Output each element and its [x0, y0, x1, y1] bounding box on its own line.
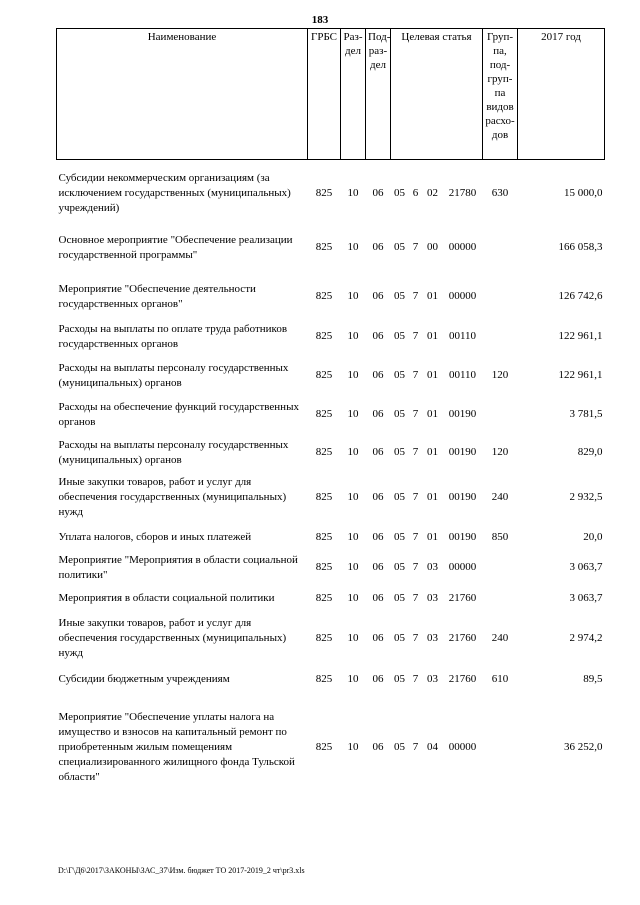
row-grbs: 825: [315, 330, 333, 342]
row-target-direction: 21760: [448, 673, 477, 685]
row-target-direction: 21780: [448, 187, 477, 200]
row-grbs: 825: [315, 290, 333, 302]
row-amount: 2 974,2: [569, 632, 603, 644]
header-razdel: Раз- дел: [341, 29, 366, 160]
row-target-direction: 00110: [448, 369, 477, 381]
row-grbs: 825: [315, 632, 333, 644]
row-expense-group: [483, 396, 518, 434]
row-target-subprogram: 7: [412, 369, 419, 381]
row-target-subprogram: 7: [412, 241, 419, 253]
row-podrazdel: 06: [372, 187, 384, 200]
row-amount: 3 063,7: [569, 561, 603, 573]
row-amount: 2 932,5: [569, 491, 603, 503]
row-name: Уплата налогов, сборов и иных платежей: [58, 531, 252, 543]
row-target-program: 05: [394, 187, 405, 200]
row-grbs: 825: [315, 408, 333, 420]
row-amount: 89,5: [583, 673, 603, 685]
table-row: [57, 524, 605, 552]
table-row: [57, 276, 605, 318]
row-target-subprogram: 7: [412, 491, 419, 503]
table-row: [57, 584, 605, 614]
row-target-event: 03: [427, 561, 438, 573]
row-expense-group: 240: [491, 491, 509, 503]
row-podrazdel: 06: [372, 491, 384, 503]
row-expense-group: 240: [491, 632, 509, 644]
table-row: [57, 696, 605, 800]
row-razdel: 10: [347, 187, 359, 200]
row-name: Субсидии некоммерческим организациям (за исключением государственных (муниципальных) учреждений): [58, 172, 291, 215]
row-grbs: 825: [315, 491, 333, 503]
row-expense-group: [483, 552, 518, 584]
table-row: [57, 220, 605, 276]
row-grbs: 825: [315, 241, 333, 253]
row-target-event: 01: [427, 408, 438, 420]
row-razdel: 10: [347, 531, 359, 543]
row-amount: 15 000,0: [564, 187, 603, 200]
row-podrazdel: 06: [372, 592, 384, 604]
header-grbs: ГРБС: [308, 29, 341, 160]
row-expense-group: [483, 696, 518, 800]
row-podrazdel: 06: [372, 330, 384, 342]
row-amount: 829,0: [577, 446, 603, 458]
row-target-direction: 21760: [448, 632, 477, 644]
row-target-subprogram: 7: [412, 632, 419, 644]
table-row: [57, 552, 605, 584]
table-row: [57, 160, 605, 220]
row-expense-group: 610: [491, 673, 509, 685]
row-razdel: 10: [347, 632, 359, 644]
row-target-subprogram: 7: [412, 531, 419, 543]
row-name: Расходы на выплаты персоналу государственных (муниципальных) органов: [58, 361, 289, 389]
row-grbs: 825: [315, 741, 333, 753]
row-expense-group: [483, 318, 518, 356]
row-expense-group: 120: [491, 369, 509, 381]
row-target-program: 05: [394, 673, 405, 685]
row-expense-group: 120: [491, 446, 509, 458]
row-grbs: 825: [315, 673, 333, 685]
row-grbs: 825: [315, 531, 333, 543]
row-target-direction: 00000: [448, 741, 477, 753]
row-target-program: 05: [394, 290, 405, 302]
row-amount: 126 742,6: [558, 290, 603, 302]
row-target-direction: 00000: [448, 561, 477, 573]
row-target-program: 05: [394, 369, 405, 381]
row-amount: 122 961,1: [558, 369, 603, 381]
row-name: Расходы на обеспечение функций государственных органов: [58, 400, 299, 428]
row-target-program: 05: [394, 592, 405, 604]
row-podrazdel: 06: [372, 561, 384, 573]
row-target-program: 05: [394, 446, 405, 458]
row-podrazdel: 06: [372, 632, 384, 644]
row-podrazdel: 06: [372, 741, 384, 753]
row-razdel: 10: [347, 741, 359, 753]
row-name: Расходы на выплаты по оплате труда работников государственных органов: [58, 322, 288, 350]
row-target-event: 01: [427, 491, 438, 503]
row-target-event: 01: [427, 531, 438, 543]
row-target-program: 05: [394, 561, 405, 573]
row-target-event: 01: [427, 330, 438, 342]
row-target-direction: 00190: [448, 531, 477, 543]
header-name: Наименование: [57, 29, 308, 160]
row-expense-group: 850: [491, 531, 509, 543]
row-razdel: 10: [347, 491, 359, 503]
row-amount: 166 058,3: [558, 241, 603, 253]
row-amount: 122 961,1: [558, 330, 603, 342]
row-podrazdel: 06: [372, 241, 384, 253]
row-razdel: 10: [347, 241, 359, 253]
row-grbs: 825: [315, 369, 333, 381]
row-target-event: 01: [427, 369, 438, 381]
row-target-direction: 00190: [448, 446, 477, 458]
row-podrazdel: 06: [372, 369, 384, 381]
row-amount: 3 063,7: [569, 592, 603, 604]
row-grbs: 825: [315, 446, 333, 458]
row-target-subprogram: 7: [412, 592, 419, 604]
header-group: Груп- па, под- груп- па видов расхо- дов: [483, 29, 518, 160]
row-razdel: 10: [347, 290, 359, 302]
row-target-event: 03: [427, 592, 438, 604]
row-grbs: 825: [315, 592, 333, 604]
row-razdel: 10: [347, 408, 359, 420]
row-grbs: 825: [315, 187, 333, 200]
row-target-subprogram: 7: [412, 561, 419, 573]
row-target-event: 03: [427, 673, 438, 685]
row-target-subprogram: 7: [412, 408, 419, 420]
row-target-program: 05: [394, 632, 405, 644]
file-path-footer: D:\Г\Д6\2017\ЗАКОНЫ\ЗАС_37\Изм. бюджет ТО 2017-2019_2 чт\pr3.xls: [58, 866, 305, 875]
row-expense-group: 630: [491, 187, 509, 200]
row-razdel: 10: [347, 673, 359, 685]
header-podrazdel: Под- раз- дел: [366, 29, 391, 160]
row-target-program: 05: [394, 491, 405, 503]
table-body: [57, 160, 605, 800]
row-podrazdel: 06: [372, 531, 384, 543]
row-target-direction: 00190: [448, 491, 477, 503]
row-amount: 3 781,5: [569, 408, 603, 420]
table-row: [57, 356, 605, 396]
row-name: Мероприятие "Обеспечение уплаты налога на имущество и взносов на капитальный ремонт по приобретенным жилым помещениям специализированного жилищного фонда Тульской области": [58, 711, 295, 783]
table-row: [57, 396, 605, 434]
row-name: Иные закупки товаров, работ и услуг для обеспечения государственных (муниципальных) нужд: [58, 617, 287, 659]
row-target-event: 00: [427, 241, 438, 253]
row-target-event: 01: [427, 290, 438, 302]
row-target-subprogram: 6: [412, 187, 419, 200]
row-target-subprogram: 7: [412, 673, 419, 685]
row-razdel: 10: [347, 446, 359, 458]
row-razdel: 10: [347, 330, 359, 342]
row-expense-group: [483, 220, 518, 276]
row-expense-group: [483, 584, 518, 614]
row-target-program: 05: [394, 330, 405, 342]
row-target-program: 05: [394, 408, 405, 420]
table-row: [57, 472, 605, 524]
row-target-event: 04: [427, 741, 438, 753]
row-amount: 36 252,0: [564, 741, 603, 753]
table-row: [57, 318, 605, 356]
row-name: Основное мероприятие "Обеспечение реализации государственной программы": [58, 233, 293, 261]
row-target-program: 05: [394, 741, 405, 753]
row-name: Мероприятия в области социальной политики: [58, 592, 275, 604]
row-name: Иные закупки товаров, работ и услуг для обеспечения государственных (муниципальных) нужд: [58, 476, 287, 518]
row-target-event: 03: [427, 632, 438, 644]
row-target-event: 01: [427, 446, 438, 458]
header-target: Целевая статья: [391, 29, 483, 160]
row-target-direction: 00000: [448, 290, 477, 302]
row-target-direction: 21760: [448, 592, 477, 604]
row-target-direction: 00000: [448, 241, 477, 253]
row-razdel: 10: [347, 561, 359, 573]
row-target-subprogram: 7: [412, 290, 419, 302]
table-row: [57, 664, 605, 696]
row-name: Расходы на выплаты персоналу государственных (муниципальных) органов: [58, 438, 289, 466]
row-name: Субсидии бюджетным учреждениям: [58, 673, 230, 685]
row-podrazdel: 06: [372, 446, 384, 458]
header-row: [57, 29, 605, 160]
row-target-program: 05: [394, 531, 405, 543]
row-name: Мероприятие "Мероприятия в области социальной политики": [58, 553, 298, 581]
row-target-direction: 00110: [448, 330, 477, 342]
row-target-subprogram: 7: [412, 446, 419, 458]
row-target-program: 05: [394, 241, 405, 253]
row-razdel: 10: [347, 369, 359, 381]
row-podrazdel: 06: [372, 290, 384, 302]
table-row: [57, 434, 605, 472]
table-row: [57, 614, 605, 664]
row-amount: 20,0: [583, 531, 603, 543]
header-year: 2017 год: [518, 29, 605, 160]
row-razdel: 10: [347, 592, 359, 604]
row-expense-group: [483, 276, 518, 318]
budget-table: [56, 28, 605, 800]
row-podrazdel: 06: [372, 673, 384, 685]
row-target-event: 02: [427, 187, 438, 200]
row-podrazdel: 06: [372, 408, 384, 420]
row-name: Мероприятие "Обеспечение деятельности государственных органов": [58, 282, 256, 310]
row-target-direction: 00190: [448, 408, 477, 420]
page-number: 183: [311, 14, 329, 26]
row-target-subprogram: 7: [412, 330, 419, 342]
row-target-subprogram: 7: [412, 741, 419, 753]
row-grbs: 825: [315, 561, 333, 573]
